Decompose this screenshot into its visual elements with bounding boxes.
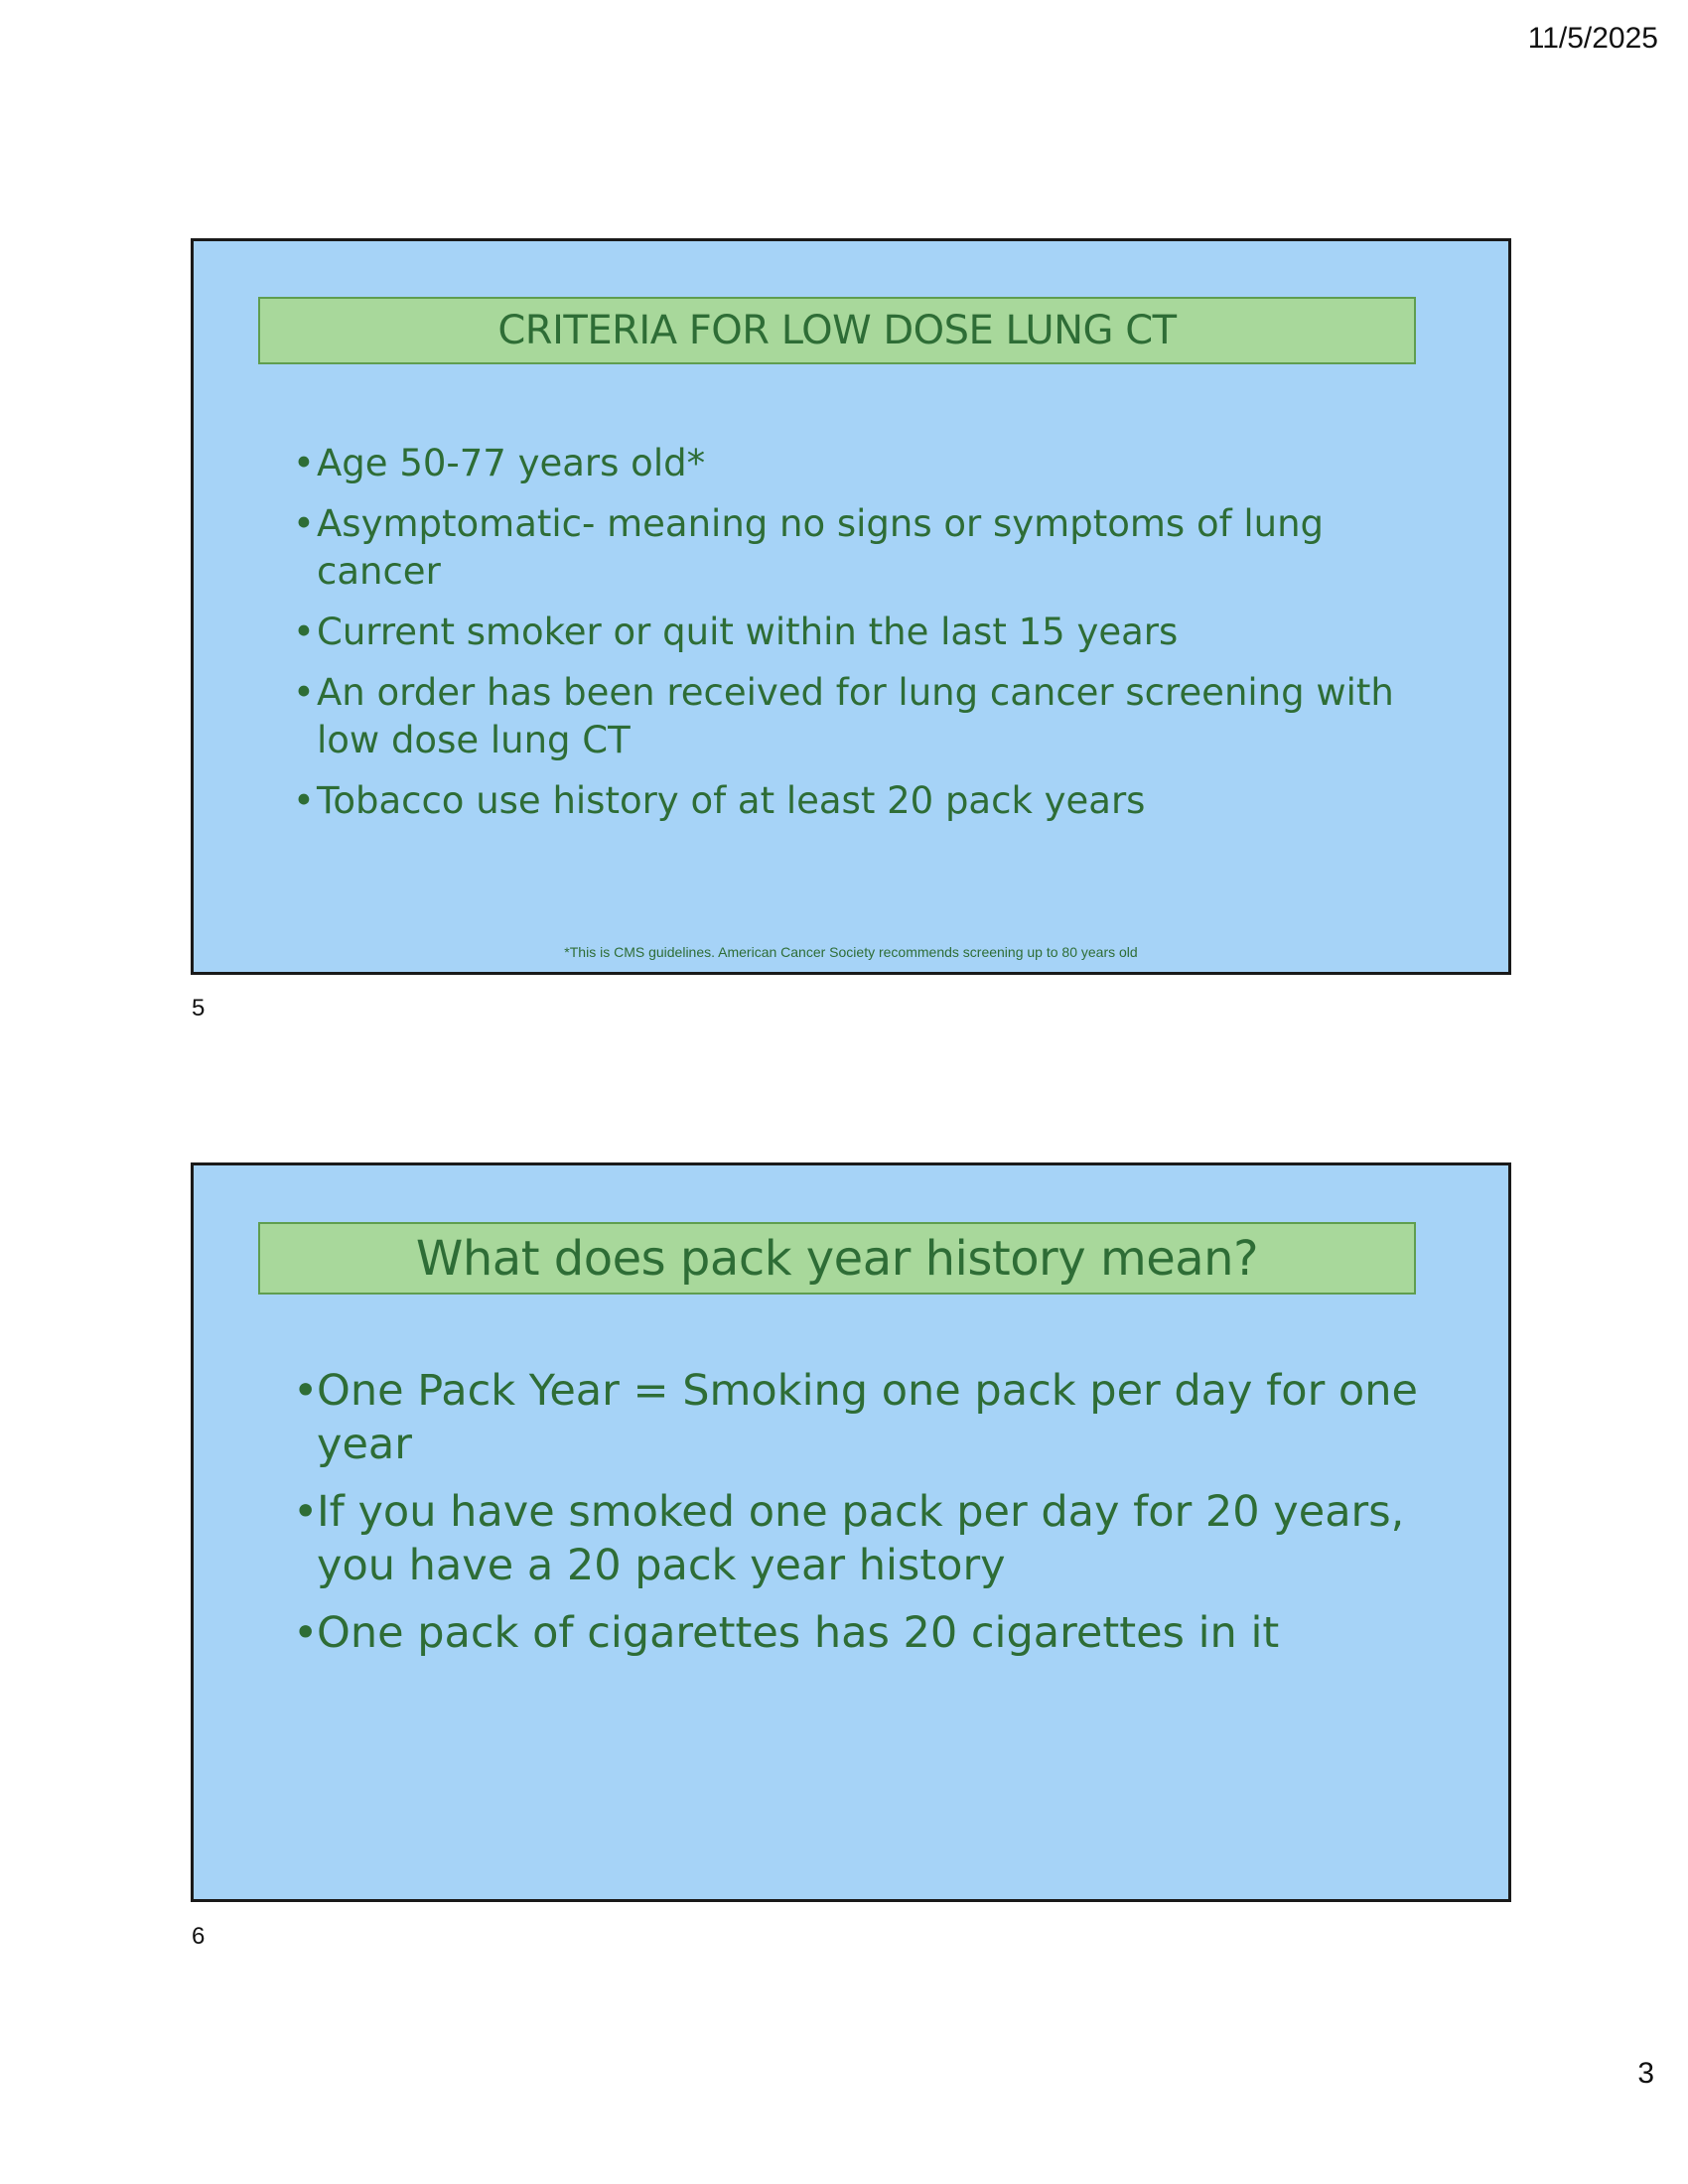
bullet-dot-icon: • — [293, 502, 315, 545]
slide-title: CRITERIA FOR LOW DOSE LUNG CT — [258, 297, 1416, 364]
bullet-list — [293, 440, 1419, 838]
slide-footnote: *This is CMS guidelines. American Cancer Society recommends screening up to 80 years old — [564, 944, 1138, 960]
bullet-item — [293, 1485, 1419, 1592]
slide-number: 6 — [192, 1923, 206, 1950]
bullet-dot-icon: • — [293, 671, 315, 714]
page-date: 11/5/2025 — [1527, 22, 1658, 55]
slide-number: 5 — [192, 995, 206, 1022]
bullet-text: One pack of cigarettes has 20 cigarettes in it — [317, 1608, 1280, 1658]
bullet-dot-icon: • — [293, 779, 315, 822]
bullet-text: One Pack Year = Smoking one pack per day for one year — [317, 1366, 1418, 1469]
bullet-text: If you have smoked one pack per day for 20 years, you have a 20 pack year history — [317, 1487, 1405, 1590]
bullet-dot-icon: • — [293, 1487, 319, 1537]
bullet-item — [293, 609, 1419, 656]
slide-5 — [191, 238, 1511, 975]
bullet-dot-icon: • — [293, 1608, 319, 1658]
bullet-item — [293, 1364, 1419, 1471]
bullet-text: Tobacco use history of at least 20 pack years — [317, 779, 1146, 822]
bullet-text: Current smoker or quit within the last 15 years — [317, 611, 1179, 653]
slide-title: What does pack year history mean? — [258, 1222, 1416, 1295]
bullet-item — [293, 777, 1419, 825]
bullet-text: Asymptomatic- meaning no signs or symptoms of lung cancer — [317, 502, 1325, 593]
bullet-dot-icon: • — [293, 1366, 319, 1416]
slide-6 — [191, 1162, 1511, 1902]
bullet-text: An order has been received for lung cancer screening with low dose lung CT — [317, 671, 1394, 761]
bullet-dot-icon: • — [293, 611, 315, 653]
bullet-dot-icon: • — [293, 442, 315, 484]
bullet-text: Age 50-77 years old* — [317, 442, 706, 484]
bullet-item — [293, 1606, 1419, 1660]
bullet-item — [293, 500, 1419, 596]
page-number: 3 — [1637, 2057, 1654, 2090]
bullet-item — [293, 440, 1419, 487]
bullet-item — [293, 669, 1419, 764]
bullet-list — [293, 1364, 1419, 1674]
